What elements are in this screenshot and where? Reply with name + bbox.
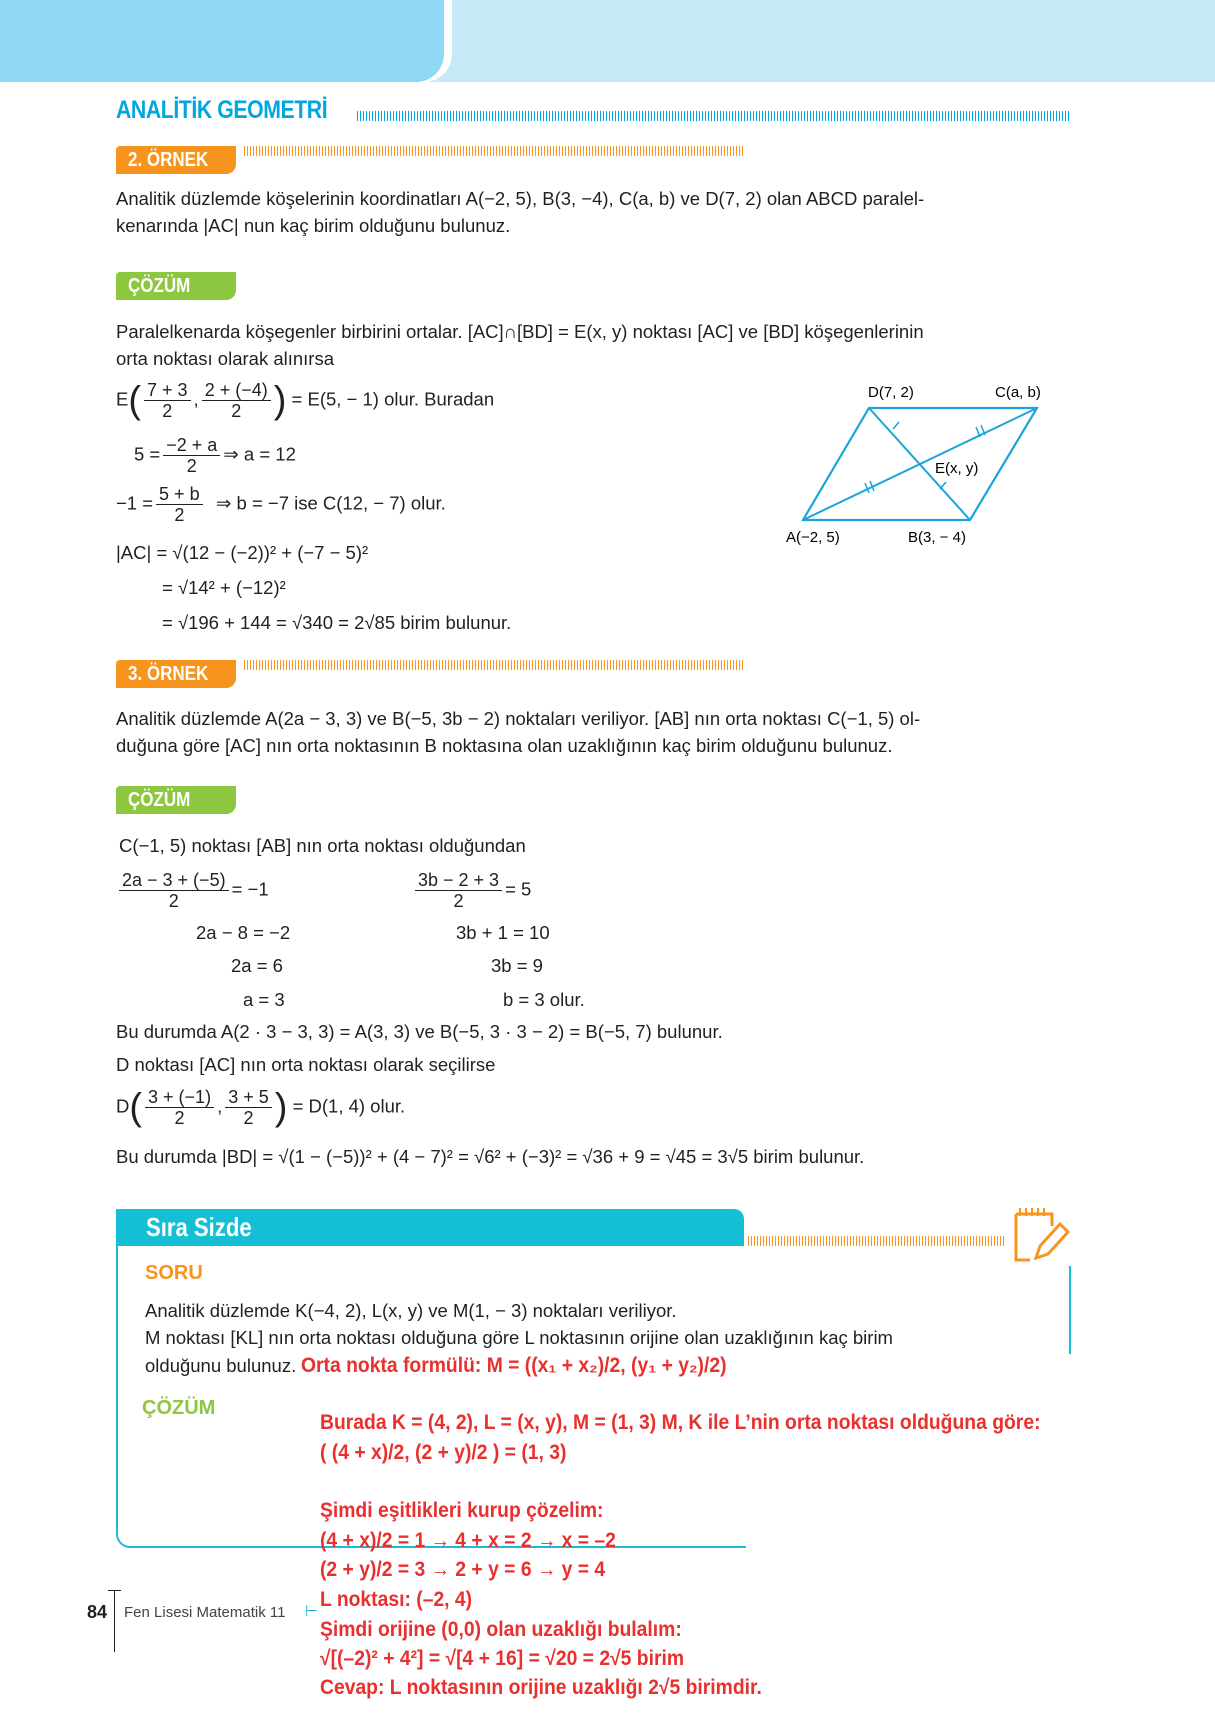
practice-side-line xyxy=(1069,1266,1071,1354)
answer-line: (4 + x)/2 = 1 → 4 + x = 2 → x = –2 xyxy=(320,1529,616,1552)
page-number: 84 xyxy=(87,1602,108,1622)
midpoint-equation: E( $\frac{7 + 3}{2}$ , $\frac{2 + (-4)}{2}$ ) = E(5, − 1) olur. Buradan xyxy=(116,379,495,422)
step: 2a = 6 xyxy=(231,955,283,976)
answer-line: (2 + y)/2 = 3 → 2 + y = 6 → y = 4 xyxy=(320,1558,606,1581)
example-3-badge: 3. ÖRNEK xyxy=(116,660,236,688)
question-text: duğuna göre [AC] nın orta noktasının B noktasına olan uzaklığının kaç birim olduğunu bulunuz. xyxy=(116,735,893,756)
footer-marker-icon: ⊢ xyxy=(305,1603,319,1620)
practice-divider xyxy=(748,1236,1006,1246)
numerator: 2a − 3 + (−5) xyxy=(119,870,229,891)
solution-text: Bu durumda A(2 · 3 − 3, 3) = A(3, 3) ve B(−5, 3 · 3 − 2) = B(−5, 7) bulunur. xyxy=(116,1021,723,1042)
numerator: 3b − 2 + 3 xyxy=(415,870,502,891)
practice-box xyxy=(116,1209,746,1548)
label-c: C(a, b) xyxy=(995,384,1041,401)
question-text: kenarında |AC| nun kaç birim olduğunu bulunuz. xyxy=(116,215,511,236)
solution-text: orta noktası olarak alınırsa xyxy=(116,348,334,369)
left-equation xyxy=(116,870,269,911)
denominator: 2 xyxy=(168,891,179,911)
notepad-pencil-icon xyxy=(1012,1206,1072,1266)
rhs: = −1 xyxy=(231,878,269,900)
header-band-tab xyxy=(0,0,444,82)
solution-label: ÇÖZÜM xyxy=(142,1397,216,1419)
denominator: 2 xyxy=(162,401,173,421)
numerator: 5 + b xyxy=(156,484,203,505)
denominator: 2 xyxy=(186,456,197,476)
label-e: E(x, y) xyxy=(935,460,979,477)
denominator: 2 xyxy=(231,401,242,421)
step: a = 3 xyxy=(243,989,285,1010)
formula-note: Orta nokta formülü: M = ((x₁ + x₂)/2, (y₁ + y₂)/2) xyxy=(301,1354,727,1377)
denominator: 2 xyxy=(174,1108,185,1128)
ac-distance-line: = √196 + 144 = √340 = 2√85 birim bulunur. xyxy=(162,612,512,633)
ac-distance-line: = √14² + (−12)² xyxy=(162,577,286,598)
d-label: D xyxy=(116,1095,130,1117)
answer-line: Şimdi eşitlikleri kurup çözelim: xyxy=(320,1499,604,1522)
label-b: B(3, − 4) xyxy=(908,529,966,546)
answer-line: ( (4 + x)/2, (2 + y)/2 ) = (1, 3) xyxy=(320,1441,567,1464)
question-text: Analitik düzlemde köşelerinin koordinatları A(−2, 5), B(3, −4), C(a, b) ve D(7, 2) olan ABCD paralel- xyxy=(116,188,925,209)
b-equation xyxy=(116,484,446,525)
answer-line: Cevap: L noktasının orijine uzaklığı 2√5 birimdir. xyxy=(320,1676,762,1699)
numerator: 3 + 5 xyxy=(225,1087,272,1108)
question-text: M noktası [KL] nın orta noktası olduğuna göre L noktasının orijine olan uzaklığının kaç birim xyxy=(145,1327,893,1348)
e-label: E xyxy=(116,388,129,410)
equation-result: = E(5, − 1) olur. Buradan xyxy=(291,388,495,410)
question-text xyxy=(145,1354,764,1378)
section-title: ANALİTİK GEOMETRİ xyxy=(116,96,328,124)
numerator: −2 + a xyxy=(163,435,220,456)
rhs: ⇒ b = −7 ise C(12, − 7) olur. xyxy=(215,492,446,514)
rhs: = 5 xyxy=(505,878,532,900)
right-equation xyxy=(412,870,531,911)
answer-line: Şimdi orijine (0,0) olan uzaklığı bulalım: xyxy=(320,1618,682,1641)
question-text: Analitik düzlemde K(−4, 2), L(x, y) ve M(1, − 3) noktaları veriliyor. xyxy=(145,1300,677,1321)
title-divider xyxy=(357,111,1071,121)
a-equation xyxy=(134,435,296,476)
ac-distance-line: |AC| = √(12 − (−2))² + (−7 − 5)² xyxy=(116,542,369,563)
step: 3b = 9 xyxy=(491,955,543,976)
example-divider xyxy=(244,660,744,670)
example-divider xyxy=(244,146,744,156)
step: 3b + 1 = 10 xyxy=(456,922,550,943)
parallelogram-diagram xyxy=(780,375,1070,555)
solution-text: D noktası [AC] nın orta noktası olarak seçilirse xyxy=(116,1054,496,1075)
denominator: 2 xyxy=(453,891,464,911)
denominator: 2 xyxy=(243,1108,254,1128)
bd-distance-line: Bu durumda |BD| = √(1 − (−5))² + (4 − 7)² = √6² + (−3)² = √36 + 9 = √45 = 3√5 birim bulunur. xyxy=(116,1146,865,1167)
solution-text: C(−1, 5) noktası [AB] nın orta noktası olduğundan xyxy=(119,835,526,856)
rhs: ⇒ a = 12 xyxy=(223,443,296,465)
equation-result: = D(1, 4) olur. xyxy=(292,1095,406,1117)
question-text: Analitik düzlemde A(2a − 3, 3) ve B(−5, 3b − 2) noktaları veriliyor. [AB] nın orta noktası C(−1, 5) ol- xyxy=(116,708,921,729)
solution-badge: ÇÖZÜM xyxy=(116,272,236,300)
solution-text: Paralelkenarda köşegenler birbirini ortalar. [AC]∩[BD] = E(x, y) noktası [AC] ve [BD] köşegenlerinin xyxy=(116,321,924,342)
solution-badge: ÇÖZÜM xyxy=(116,786,236,814)
denominator: 2 xyxy=(174,505,185,525)
answer-line: L noktası: (–2, 4) xyxy=(320,1588,473,1611)
numerator: 7 + 3 xyxy=(144,380,191,401)
footer-divider xyxy=(114,1590,115,1652)
answer-line: √[(–2)² + 4²] = √[4 + 16] = √20 = 2√5 birim xyxy=(320,1647,685,1670)
question-label: SORU xyxy=(145,1262,203,1284)
label-d: D(7, 2) xyxy=(868,384,914,401)
d-midpoint-equation: D( $\frac{3 + (-1)}{2}$ , $\frac{3 + 5}{2}$ ) = D(1, 4) olur. xyxy=(116,1086,406,1129)
book-title: Fen Lisesi Matematik 11 xyxy=(124,1604,286,1621)
practice-header: Sıra Sizde xyxy=(116,1209,744,1246)
step: 2a − 8 = −2 xyxy=(196,922,291,943)
label-a: A(−2, 5) xyxy=(786,529,840,546)
numerator: 3 + (−1) xyxy=(145,1087,214,1108)
lhs: 5 = xyxy=(134,443,161,465)
question-text-end: olduğunu bulunuz. xyxy=(145,1355,297,1376)
numerator: 2 + (−4) xyxy=(202,380,271,401)
example-2-badge: 2. ÖRNEK xyxy=(116,146,236,174)
answer-line: Burada K = (4, 2), L = (x, y), M = (1, 3) M, K ile L’nin orta noktası olduğuna göre: xyxy=(320,1411,1041,1434)
footer-divider-cap xyxy=(108,1590,121,1591)
lhs: −1 = xyxy=(116,492,154,514)
step: b = 3 olur. xyxy=(503,989,585,1010)
